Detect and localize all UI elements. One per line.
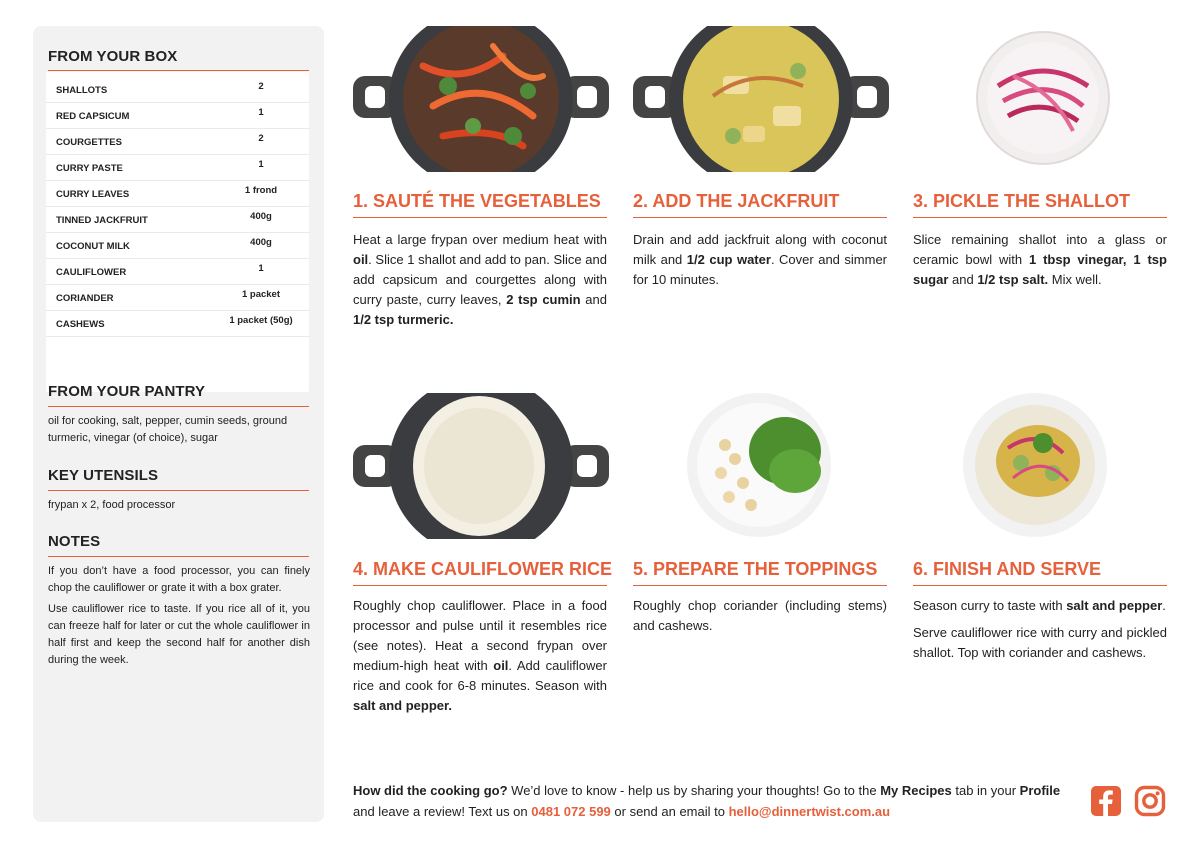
box-ingredients-table (46, 72, 309, 392)
profile-link[interactable]: Profile (1019, 783, 1061, 798)
step-3-photo (913, 26, 1169, 172)
step-4-photo (353, 393, 609, 539)
table-row (46, 129, 309, 155)
table-row (46, 103, 309, 129)
step-2 (633, 26, 889, 346)
ingredient-name: TINNED JACKFRUIT (56, 215, 148, 226)
pantry-list: oil for cooking, salt, pepper, cumin seeds, ground turmeric, vinegar (of choice), sugar (48, 415, 288, 444)
divider (633, 217, 887, 218)
footer-lead: How did the cooking go? (353, 783, 508, 798)
divider (353, 585, 607, 586)
step-3 (913, 26, 1169, 346)
ingredient-qty: 2 (258, 133, 264, 144)
phone-link[interactable]: 0481 072 599 (531, 804, 611, 819)
step-5-title: 5. PREPARE THE TOPPINGS (633, 559, 878, 579)
ingredient-qty: 400g (250, 211, 272, 222)
footer-text: and leave a review! Text us on (353, 804, 532, 819)
table-row (46, 311, 309, 337)
table-row (46, 233, 309, 259)
ingredient-name: RED CAPSICUM (56, 111, 130, 122)
table-row (46, 207, 309, 233)
step-5 (633, 393, 889, 733)
ingredient-name: SHALLOTS (56, 85, 108, 96)
step-2-photo (633, 26, 889, 172)
from-your-box-title: FROM YOUR BOX (48, 48, 178, 65)
ingredient-qty: 1 (258, 263, 264, 274)
my-recipes-link[interactable]: My Recipes (880, 783, 952, 798)
notes-title: NOTES (48, 533, 101, 550)
ingredient-name: CORIANDER (56, 293, 114, 304)
divider (48, 70, 309, 71)
step-1-photo (353, 26, 609, 172)
footer-text: We’d love to know - help us by sharing your thoughts! Go to the (507, 783, 881, 798)
step-4-title: 4. MAKE CAULIFLOWER RICE (353, 559, 612, 579)
step-6 (913, 393, 1169, 733)
facebook-icon[interactable] (1090, 785, 1122, 817)
table-row (46, 181, 309, 207)
ingredient-name: COCONUT MILK (56, 241, 130, 252)
table-row (46, 285, 309, 311)
ingredient-name: CURRY LEAVES (56, 189, 130, 200)
ingredient-qty: 1 packet (241, 289, 281, 300)
divider (353, 217, 607, 218)
divider (48, 406, 309, 407)
ingredients-sidebar (33, 26, 324, 822)
step-1 (353, 26, 609, 346)
step-5-instructions: Roughly chop coriander (including stems) and cashews. (633, 598, 887, 633)
ingredient-qty: 1 packet (50g) (229, 315, 293, 326)
divider (48, 556, 309, 557)
step-6-photo (913, 393, 1169, 539)
ingredient-qty: 400g (250, 237, 272, 248)
notes-paragraph-2: Use cauliflower rice to taste. If you rice all of it, you can freeze half for later or cut the whole cauliflower in half first and keep the second half for another dish during the week. (48, 603, 310, 666)
divider (913, 217, 1167, 218)
step-1-title: 1. SAUTÉ THE VEGETABLES (353, 191, 601, 211)
step-2-instructions: Drain and add jackfruit along with coconut milk and 1/2 cup water. Cover and simmer for 10 minutes. (633, 232, 888, 287)
step-2-title: 2. ADD THE JACKFRUIT (633, 191, 840, 211)
from-your-pantry-title: FROM YOUR PANTRY (48, 383, 206, 400)
divider (48, 490, 309, 491)
step-1-instructions: Heat a large frypan over medium heat with oil. Slice 1 shallot and add to pan. Slice and add capsicum and courgettes along with curry paste, curry leaves, 2 tsp cumin and 1/2 tsp turmeric. (353, 232, 607, 327)
instagram-icon[interactable] (1134, 785, 1166, 817)
step-3-instructions: Slice remaining shallot into a glass or ceramic bowl with 1 tbsp vinegar, 1 tsp sugar and 1/2 tsp salt. Mix well. (913, 232, 1167, 287)
email-link[interactable]: hello@dinnertwist.com.au (728, 804, 891, 819)
ingredient-qty: 2 (258, 81, 264, 92)
divider (913, 585, 1167, 586)
footer-text: or send an email to (610, 804, 729, 819)
step-4 (353, 393, 612, 733)
ingredient-qty: 1 (258, 107, 264, 118)
step-6-title: 6. FINISH AND SERVE (913, 559, 1102, 579)
step-3-title: 3. PICKLE THE SHALLOT (913, 191, 1131, 211)
step-6-instructions: Season curry to taste with salt and pepper. Serve cauliflower rice with curry and pickled shallot. Top with coriander and cashews. (913, 598, 1167, 660)
ingredient-name: COURGETTES (56, 137, 122, 148)
ingredient-qty: 1 (258, 159, 264, 170)
ingredient-name: CASHEWS (56, 319, 105, 330)
feedback-footer (353, 780, 1073, 822)
table-row (46, 259, 309, 285)
ingredient-name: CURRY PASTE (56, 163, 123, 174)
step-5-photo (633, 393, 889, 539)
table-row (46, 77, 309, 103)
key-utensils-title: KEY UTENSILS (48, 467, 159, 484)
step-4-instructions: Roughly chop cauliflower. Place in a food processor and pulse until it resembles rice (see notes). Heat a second frypan over medium-high heat with oil. Add cauliflower rice and cook for 6-8 minutes. Season with salt and pepper. (353, 598, 607, 713)
notes-paragraph-1: If you don’t have a food processor, you can finely chop the cauliflower or grate it with a box grater. (48, 565, 310, 594)
utensils-list: frypan x 2, food processor (48, 499, 176, 511)
ingredient-name: CAULIFLOWER (56, 267, 127, 278)
footer-text: tab in your (951, 783, 1020, 798)
divider (633, 585, 887, 586)
table-row (46, 155, 309, 181)
ingredient-qty: 1 frond (244, 185, 278, 196)
